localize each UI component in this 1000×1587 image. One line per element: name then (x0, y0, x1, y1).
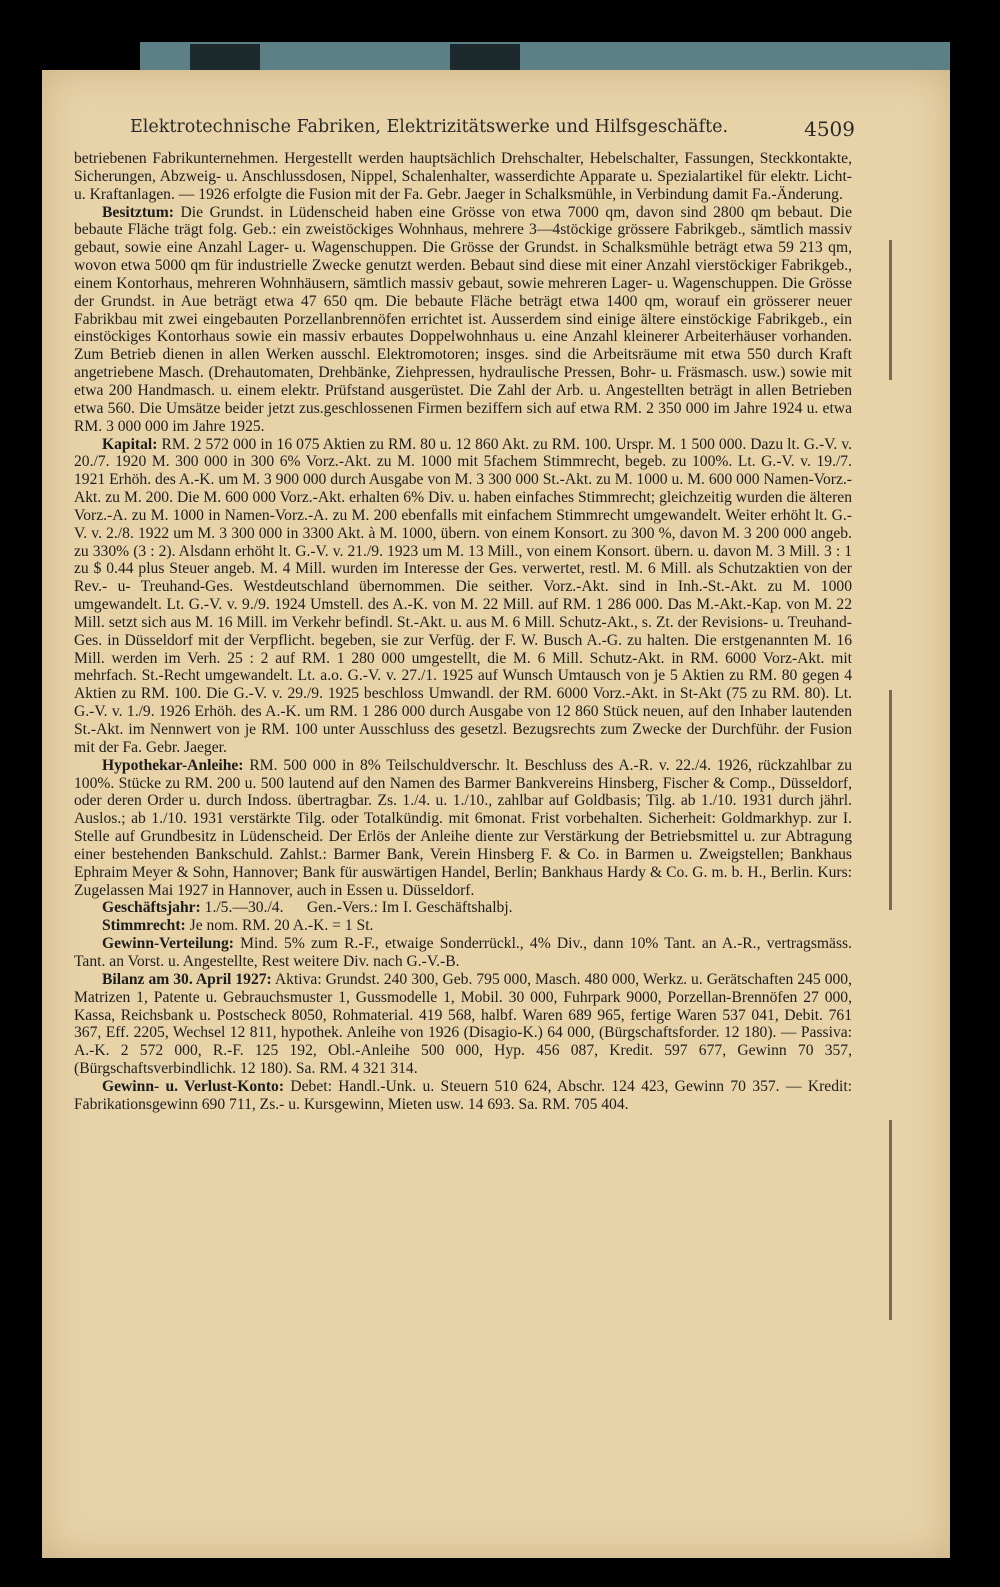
paragraph-label: Stimmrecht: (102, 917, 186, 935)
paragraph (74, 899, 852, 917)
paragraph (74, 935, 852, 971)
paragraph-label: Bilanz am 30. April 1927: (102, 970, 272, 988)
page-number: 4509 (804, 117, 855, 141)
running-title: Elektrotechnische Fabriken, Elektrizitätswerke und Hilfsgeschäfte. (130, 117, 729, 137)
paragraph-text: Je nom. RM. 20 A.-K. = 1 St. (189, 917, 374, 935)
paragraph-label: Besitztum: (102, 203, 174, 221)
page-header (130, 117, 855, 141)
paragraph (74, 917, 852, 935)
paragraph (74, 436, 852, 757)
paragraph-text: Die Grundst. in Lüdenscheid haben eine Grösse von etwa 7000 qm, davon sind 2800 qm bebaut. Die bebaute Fläche trägt folg. Geb.: ein zweistöckiges Wohnhaus, mehrere 3—4stöckige grössere Fabrikgeb., sämtlich massiv gebaut, sowie eine Anzahl Lager- u. Wagenschuppen. Die Grösse der Grundst. in Schalksmühle beträgt etwa 59 213 qm, wovon etwa 5000 qm für industrielle Zwecke genutzt werden. Bebaut sind diese mit einer Anzahl vierstöckiger Fabrikgeb., einem Kontorhaus, mehreren Wohnhäusern, sämtlich massiv gebaut, sowie mehreren Lager- u. Wagenschuppen. Die Grösse der Grundst. in Aue beträgt etwa 47 650 qm. Die bebaute Fläche beträgt etwa 1400 qm, worauf ein grösserer neuer Fabrikbau mit zwei eingebauten Porzellanbrennöfen errichtet ist. Ausserdem sind einige ältere einstöckige Fabrikgeb., ein einstöckiges Kontorhaus sowie ein massiv erbautes Doppelwohnhaus u. eine Anzahl kleinerer Arbeiterhäuser vorhanden. Zum Betrieb dienen in allen Werken ausschl. Elektromotoren; insges. sind die Arbeitsräume mit etwa 550 durch Kraft angetriebene Masch. (Drehautomaten, Drehbänke, Ziehpressen, hydraulische Pressen, Bohr- u. Fräsmasch. usw.) sowie mit etwa 200 Handmasch. u. einem elektr. Prüfstand ausgerüstet. Die Zahl der Arb. u. Angestellten beträgt in allen Betrieben etwa 560. Die Umsätze beider jetzt zus.geschlossenen Firmen beziffern sich auf etwa RM. 2 350 000 im Jahre 1924 u. etwa RM. 3 000 000 im Jahre 1925. (74, 203, 852, 435)
paragraph (74, 204, 852, 436)
paragraph-label: Gewinn-Verteilung: (102, 935, 234, 953)
page-edge-mark (889, 240, 892, 380)
paragraph (74, 1078, 852, 1114)
paragraph-text: Aktiva: Grundst. 240 300, Geb. 795 000, Masch. 480 000, Werkz. u. Gerätschaften 245 000, Matrizen 1, Patente u. Gebrauchsmuster 1, Gussmodelle 1, Mobil. 30 000, Fuhrpark 9000, Porzellan-Brennöfen 27 000, Kassa, Reichsbank u. Postscheck 8050, Rohmaterial. 419 568, halbf. Waren 689 965, fertige Waren 537 041, Debit. 761 367, Eff. 2205, Wechsel 12 811, hypothek. Anleihe von 1926 (Disagio-K.) 64 000, (Bürgschaftsforder. 12 180). — Passiva: A.-K. 2 572 000, R.-F. 125 192, Obl.-Anleihe 500 000, Hyp. 456 087, Kredit. 597 677, Gewinn 70 357, (Bürgschaftsverbindlichk. 12 180). Sa. RM. 4 321 314. (74, 970, 852, 1078)
page-edge-mark (889, 1120, 892, 1320)
page-edge-mark (889, 690, 892, 910)
paragraph-text: RM. 2 572 000 in 16 075 Aktien zu RM. 80 u. 12 860 Akt. zu RM. 100. Urspr. M. 1 500 000. Dazu lt. G.-V. v. 20./7. 1920 M. 300 000 in 300 6% Vorz.-Akt. zu M. 1000 mit 5fachem Stimmrecht, begeb. zu 100%. Lt. G.-V. v. 19./7. 1921 Erhöh. des A.-K. um M. 3 900 000 durch Ausgabe von M. 3 300 000 St.-Akt. zu M. 1000 u. M. 600 000 Namen-Vorz.-Akt. zu M. 200. Die M. 600 000 Vorz.-Akt. erhalten 6% Div. u. haben einfaches Stimmrecht; gleichzeitig wurden die älteren Vorz.-A. zu M. 1000 in Namen-Vorz.-A. zu M. 200 ebenfalls mit einfachem Stimmrecht umgewandelt. Weiter erhöht lt. G.-V. v. 2./8. 1922 um M. 3 300 000 in 3300 Akt. à M. 1000, übern. von einem Konsort. zu 300 %, davon M. 3 200 000 angeb. zu 330% (3 : 2). Alsdann erhöht lt. G.-V. v. 21./9. 1923 um M. 13 Mill., von einem Konsort. übern. u. davon M. 3 Mill. 3 : 1 zu $ 0.44 plus Steuer angeb. M. 4 Mill. wurden im Interesse der Ges. verwertet, restl. M. 6 Mill. als Schutzaktien von der Rev.- u- Treuhand-Ges. Westdeutschland übernommen. Die seither. Vorz.-Akt. sind in Inh.-St.-Akt. zu M. 1000 umgewandelt. Lt. G.-V. v. 9./9. 1924 Umstell. des A.-K. von M. 22 Mill. auf RM. 1 286 000. Das M.-Akt.-Kap. von M. 22 Mill. setzt sich aus M. 16 Mill. im Verkehr befindl. St.-Akt. u. aus M. 6 Mill. Schutz-Akt., s. Zt. der Revisions- u. Treuhand-Ges. in Düsseldorf mit der Verpflicht. begeben, sie zur Verfüg. der F. W. Busch A.-G. zu halten. Die erstgenannten M. 16 Mill. werden im Verh. 25 : 2 auf RM. 1 280 000 umgestellt, die M. 6 Mill. Schutz-Akt. in RM. 6000 Vorz-Akt. mit mehrfach. St.-Recht umgewandelt. Lt. a.o. G.-V. v. 27./1. 1925 auf Wunsch Umtausch von je 5 Aktien zu RM. 80 gegen 4 Aktien zu RM. 100. Die G.-V. v. 29./9. 1925 beschloss Umwandl. der RM. 6000 Vorz.-Akt. in St-Akt (75 zu RM. 80). Lt. G.-V. v. 1./9. 1926 Erhöh. des A.-K. um RM. 1 286 000 durch Ausgabe von 12 860 Stück neuen, auf den Inhaber lautenden St.-Akt. im Nennwert von je RM. 100 unter Ausschluss des gesetzl. Bezugsrechts zum Zwecke der Durchführ. der Fusion mit der Fa. Gebr. Jaeger. (74, 435, 852, 756)
paragraph-label: Geschäftsjahr: (102, 899, 201, 917)
paragraph (74, 971, 852, 1078)
body-text (74, 150, 852, 1114)
paragraph-label: Gewinn- u. Verlust-Konto: (102, 1077, 285, 1095)
paragraph (74, 757, 852, 900)
paragraph-text: Debet: Handl.-Unk. u. Steuern 510 624, Abschr. 124 423, Gewinn 70 357. — Kredit: Fabrikationsgewinn 690 711, Zs.- u. Kursgewinn, Mieten usw. 14 693. Sa. RM. 705 404. (74, 1077, 852, 1113)
paragraph-label: Hypothekar-Anleihe: (102, 756, 244, 774)
paragraph-label: Kapital: (102, 435, 158, 453)
paragraph-text: betriebenen Fabrikunternehmen. Hergestellt werden hauptsächlich Drehschalter, Hebelschalter, Fassungen, Steckkontakte, Sicherungen, Abzweig- u. Anschlussdosen, Nippel, Schalenhalter, wasserdichte Apparate u. Spezialartikel für elektr. Licht- u. Kraftanlagen. — 1926 erfolgte die Fusion mit der Fa. Gebr. Jaeger in Schalksmühle, in Verbindung damit Fa.-Änderung. (74, 150, 852, 203)
paragraph (74, 150, 852, 204)
paragraph-text: Mind. 5% zum R.-F., etwaige Sonderrückl., 4% Div., dann 10% Tant. an A.-R., vertragsmäss. Tant. an Vorst. u. Angestellte, Rest weitere Div. nach G.-V.-B. (74, 935, 852, 970)
paragraph-text: 1./5.—30./4. Gen.-Vers.: Im I. Geschäftshalbj. (204, 899, 513, 917)
paragraph-text: RM. 500 000 in 8% Teilschuldverschr. lt. Beschluss des A.-R. v. 22./4. 1926, rückzahlbar zu 100%. Stücke zu RM. 200 u. 500 lautend auf den Namen des Barmer Bankvereins Hinsberg, Fischer & Comp., Düsseldorf, oder deren Order u. durch Indoss. übertragbar. Zs. 1./4. u. 1./10., zahlbar auf Goldbasis; Tilg. ab 1./10. 1931 durch jährl. Auslos.; ab 1./10. 1931 verstärkte Tilg. oder Totalkündig. mit 6monat. Frist vorbehalten. Sicherheit: Goldmarkhyp. zur I. Stelle auf Grundbesitz in Lüdenscheid. Der Erlös der Anleihe diente zur Verstärkung der Betriebsmittel u. zur Abtragung einer bestehenden Bankschuld. Zahlst.: Barmer Bank, Verein Hinsberg F. & Co. in Barmen u. Zweigstellen; Bankhaus Ephraim Meyer & Sohn, Hannover; Bank für auswärtigen Handel, Berlin; Bankhaus Hardy & Co. G. m. b. H., Berlin. Kurs: Zugelassen Mai 1927 in Hannover, auch in Essen u. Düsseldorf. (74, 756, 853, 899)
